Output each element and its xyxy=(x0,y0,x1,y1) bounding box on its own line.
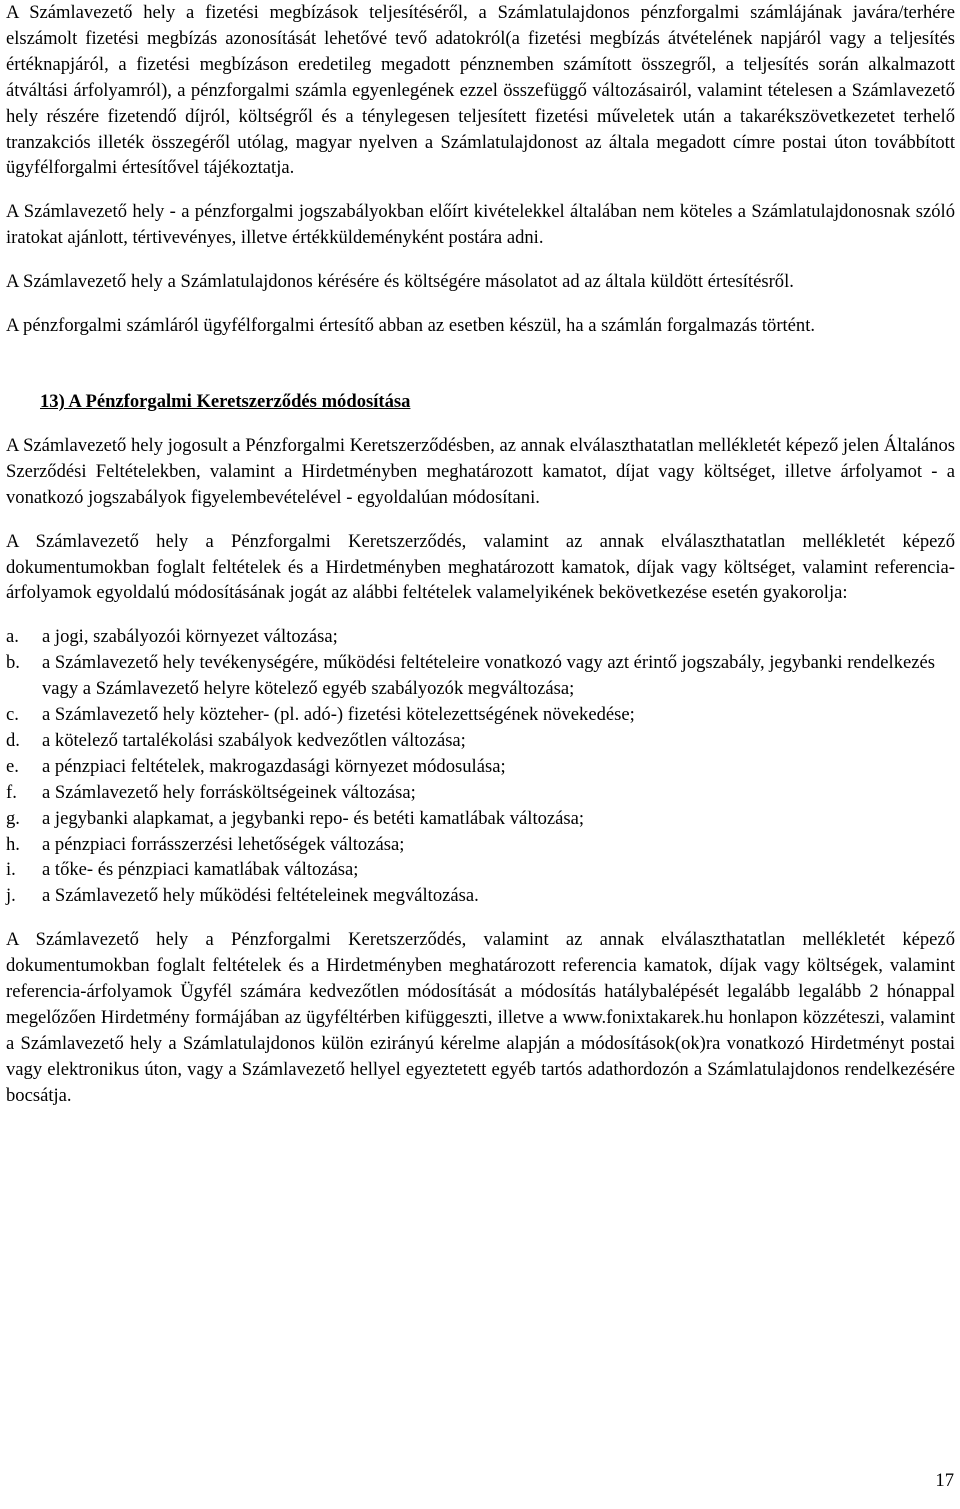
list-item-text: a Számlavezető hely működési feltételeinek megváltozása. xyxy=(42,885,479,907)
list-marker: e. xyxy=(6,755,19,777)
list-item-text: a jegybanki alapkamat, a jegybanki repo- és betéti kamatlábak változása; xyxy=(42,807,585,829)
list-item-text: a kötelező tartalékolási szabályok kedvezőtlen változása; xyxy=(42,729,466,751)
list-item xyxy=(6,806,955,832)
list-marker: i. xyxy=(6,859,16,881)
paragraph-modification-right: A Számlavezető hely jogosult a Pénzforgalmi Keretszerződésben, az annak elválaszthatatlan mellékletét képező jelen Általános Szerződési Feltételekben, valamint a Hirdetményben meghatározott kamatot, díjat vagy költséget, illetve árfolyamot - a vonatkozó jogszabályok figyelembevételével - egyoldalúan módosítani. xyxy=(6,434,955,508)
list-marker: g. xyxy=(6,807,20,829)
list-item xyxy=(6,702,955,728)
list-item-text: a pénzpiaci feltételek, makrogazdasági környezet módosulása; xyxy=(42,755,506,777)
paragraph-modification-conditions: A Számlavezető hely a Pénzforgalmi Keretszerződés, valamint az annak elválaszthatatlan mellékletét képező dokumentumokban foglalt feltételek és a Hirdetményben meghatározott kamatok, díjak vagy költséget, valamint referencia-árfolyamok egyoldalú módosításának jogát az alábbi feltételek valamelyikének bekövetkezése esetén gyakorolja: xyxy=(6,530,955,604)
list-marker: a. xyxy=(6,626,19,648)
page-number: 17 xyxy=(935,1470,954,1491)
section-heading: 13) A Pénzforgalmi Keretszerződés módosítása xyxy=(40,390,411,412)
list-item-text: a Számlavezető hely tevékenységére, működési feltételeire vonatkozó vagy azt érintő jogszabály, jegybanki rendelkezés vagy a Számlavezető helyre kötelező egyéb szabályozók megváltozása; xyxy=(42,652,935,700)
list-item xyxy=(6,754,955,780)
list-item xyxy=(6,624,955,650)
list-marker: h. xyxy=(6,833,20,855)
list-marker: d. xyxy=(6,729,20,751)
list-item-text: a pénzpiaci forrásszerzési lehetőségek változása; xyxy=(42,833,405,855)
list-item-text: a tőke- és pénzpiaci kamatlábak változása; xyxy=(42,859,359,881)
paragraph-statement-info: A Számlavezető hely a fizetési megbízások teljesítéséről, a Számlatulajdonos pénzforgalmi számlájának javára/terhére elszámolt fizetési megbízás azonosítását lehetővé tevő adatokról(a fizetési megbízás átvételének napjáról vagy a teljesítés értéknapjáról, a fizetési megbízáson eredetileg megadott pénznemben számított összegről, a teljesítés során alkalmazott átváltási árfolyamról), a pénzforgalmi számla egyenlegének ezzel összefüggő változásairól, valamint tételesen a Számlavezető hely részére fizetendő díjról, költségről és a ténylegesen teljesített fizetési műveletek után a takarékszövetkezetet terhelő tranzakciós illeték összegéről utólag, magyar nyelven a Számlatulajdonost az általa megadott címre postai úton továbbított ügyfélforgalmi értesítővel tájékoztatja. xyxy=(6,2,955,179)
list-item xyxy=(6,728,955,754)
list-item-text: a Számlavezető hely forrásköltségeinek változása; xyxy=(42,781,416,803)
list-item xyxy=(6,780,955,806)
document-page xyxy=(6,0,955,1109)
paragraph-postal-exception: A Számlavezető hely - a pénzforgalmi jogszabályokban előírt kivételekkel általában nem köteles a Számlatulajdonosnak szóló iratokat ajánlott, tértivevényes, illetve értékküldeményként postára adni. xyxy=(6,201,955,249)
paragraph-copy-request: A Számlavezető hely a Számlatulajdonos kérésére és költségére másolatot ad az általa küldött értesítésről. xyxy=(6,271,794,293)
list-marker: c. xyxy=(6,704,19,726)
list-item xyxy=(6,883,955,909)
list-item-text: a Számlavezető hely közteher- (pl. adó-) fizetési kötelezettségének növekedése; xyxy=(42,704,635,726)
list-item-text: a jogi, szabályozói környezet változása; xyxy=(42,626,338,648)
list-marker: b. xyxy=(6,652,20,674)
list-item xyxy=(6,832,955,858)
list-marker: j. xyxy=(6,885,16,907)
conditions-list xyxy=(6,624,955,909)
list-item xyxy=(6,650,955,702)
paragraph-statement-condition: A pénzforgalmi számláról ügyfélforgalmi értesítő abban az esetben készül, ha a számlán forgalmazás történt. xyxy=(6,315,816,337)
paragraph-unfavourable-modification: A Számlavezető hely a Pénzforgalmi Keretszerződés, valamint az annak elválaszthatatlan mellékletét képező dokumentumokban foglalt feltételek és a Hirdetményben meghatározott referencia kamatok, díjak vagy költségek, valamint referencia-árfolyamok Ügyfél számára kedvezőtlen módosítását a módosítás hatálybalépését legalább legalább 2 hónappal megelőzően Hirdetmény formájában az ügyféltérben kifüggeszti, illetve a www.fonixtakarek.hu honlapon közzéteszi, valamint a Számlavezető hely a Számlatulajdonos külön ezirányú kérelme alapján a módosítások(ok)ra vonatkozó Hirdetményt postai vagy elektronikus úton, vagy a Számlavezető hellyel egyeztetett egyéb tartós adathordozón a Számlatulajdonos rendelkezésére bocsátja. xyxy=(6,929,955,1106)
list-marker: f. xyxy=(6,781,17,803)
list-item xyxy=(6,857,955,883)
